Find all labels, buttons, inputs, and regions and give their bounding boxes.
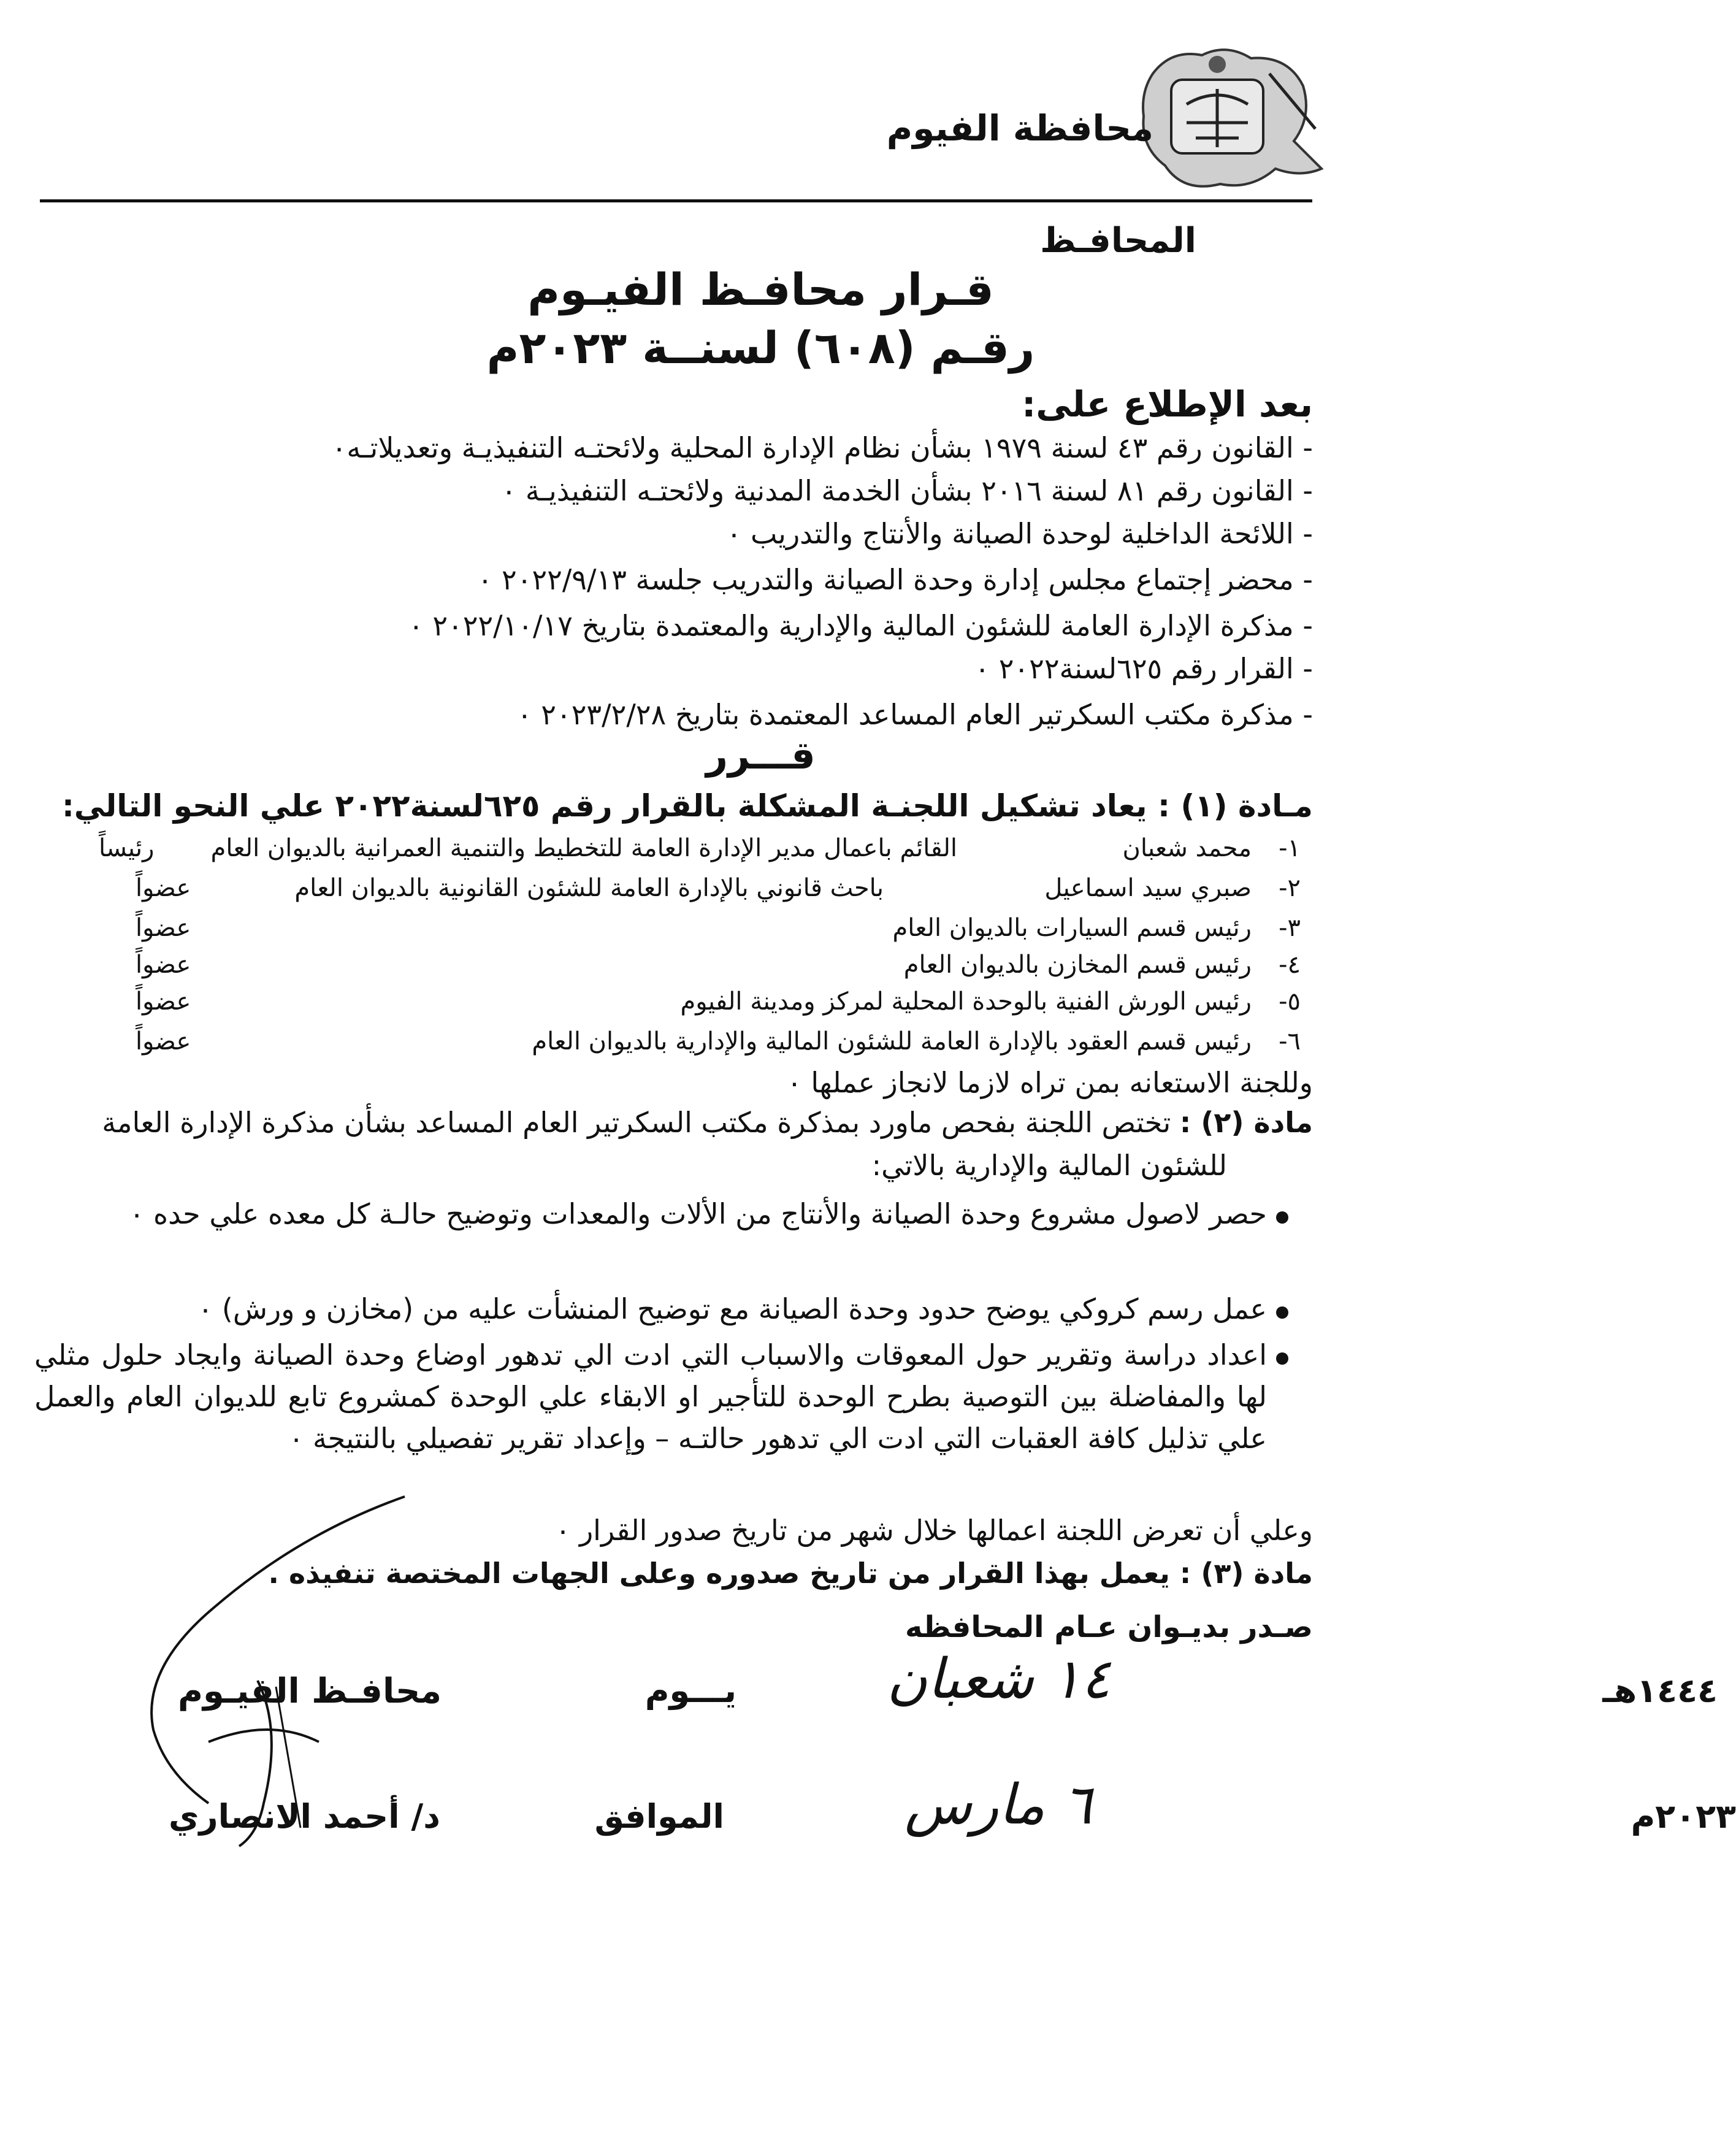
reference-item: - القانون رقم ٨١ لسنة ٢٠١٦ بشأن الخدمة المدنية ولائحتـه التنفيذيـة ٠ — [501, 474, 1313, 507]
reference-item: - القرار رقم ٦٢٥لسنة٢٠٢٢ ٠ — [974, 652, 1313, 685]
reference-item: - مذكرة مكتب السكرتير العام المساعد المعتمدة بتاريخ ٢٠٢٣/٢/٢٨ ٠ — [516, 698, 1313, 731]
committee-member — [99, 984, 1301, 1019]
article-2-text-cont: للشئون المالية والإدارية بالاتي: — [871, 1149, 1227, 1182]
reference-item: - اللائحة الداخلية لوحدة الصيانة والأنتاج والتدريب ٠ — [726, 517, 1313, 550]
signatory-name: د/ أحمد الانصاري — [169, 1797, 440, 1836]
task-item: عمل رسم كروكي يوضح حدود وحدة الصيانة مع توضيح المنشأت عليه من (مخازن و ورش) ٠ — [197, 1292, 1267, 1325]
article-3-text: مادة (٣) : يعمل بهذا القرار من تاريخ صدوره وعلى الجهات المختصة تنفيذه . — [268, 1557, 1313, 1590]
gregorian-handwritten-date: ٦ مارس — [904, 1773, 1092, 1837]
member-number: ٥- — [1279, 987, 1301, 1016]
member-title: القائم باعمال مدير الإدارة العامة للتخطيط والتنمية العمرانية بالديوان العام — [210, 834, 957, 862]
office-label: المحافـظ — [1040, 221, 1196, 261]
reference-item: - محضر إجتماع مجلس إدارة وحدة الصيانة والتدريب جلسة ٢٠٢٢/٩/١٣ ٠ — [477, 563, 1313, 596]
reference-item: - القانون رقم ٤٣ لسنة ١٩٧٩ بشأن نظام الإدارة المحلية ولائحتـه التنفيذيـة وتعديلاتـه٠ — [331, 431, 1313, 464]
gregorian-label: الموافق — [594, 1797, 724, 1836]
task-item: اعداد دراسة وتقرير حول المعوقات والاسباب التي ادت الي تدهور اوضاع وحدة الصيانة وايجاد حلول مثلي لها والمفاضلة بين التوصية بطرح الوحدة للتأجير او الابقاء علي الوحدة كمشروع تابع للديوان العام والعمل علي تذليل كافة العقبات التي ادت الي تدهور حالتـه – وإعداد تقرير تفصيلي بالنتيجة ٠ — [34, 1338, 1267, 1455]
member-name: صبري سيد اسماعيل — [1044, 874, 1252, 902]
member-number: ٤- — [1279, 951, 1301, 979]
member-role: عضواً — [136, 1027, 191, 1056]
handwritten-signature-icon — [117, 1484, 423, 1852]
preamble-heading: بعد الإطلاع على: — [1022, 383, 1313, 425]
gregorian-year: ٢٠٢٣م — [1631, 1797, 1736, 1836]
hijri-year: ١٤٤٤هـ — [1602, 1671, 1718, 1710]
member-name: رئيس قسم السيارات بالديوان العام — [892, 914, 1252, 942]
decision-word: قـــرر — [706, 733, 816, 778]
committee-member — [99, 911, 1301, 945]
member-role: رئيساً — [99, 834, 155, 862]
member-role: عضواً — [136, 874, 191, 902]
signatory-title: محافـظ الفيـوم — [178, 1671, 442, 1711]
article-1-heading: مـادة (١) : يعاد تشكيل اللجنـة المشكلة بالقرار رقم ٦٢٥لسنة٢٠٢٢ علي النحو التالي: — [61, 788, 1313, 824]
bullet-icon — [1276, 1352, 1288, 1365]
article-2-intro — [37, 1104, 1313, 1141]
member-name: محمد شعبان — [1122, 834, 1252, 862]
issued-at: صـدر بديـوان عـام المحافظه — [905, 1610, 1313, 1644]
member-name: رئيس قسم العقود بالإدارة العامة للشئون المالية والإدارية بالديوان العام — [532, 1027, 1252, 1056]
decree-title: قـرار محافـظ الفيـوم — [527, 264, 994, 315]
member-role: عضواً — [136, 951, 191, 979]
member-number: ٣- — [1279, 914, 1301, 942]
member-name: رئيس الورش الفنية بالوحدة المحلية لمركز ومدينة الفيوم — [680, 987, 1252, 1016]
member-role: عضواً — [136, 914, 191, 942]
authority-name: محافظة الفيوم — [886, 107, 1153, 149]
committee-note: وللجنة الاستعانه بمن تراه لازما لانجاز عملها ٠ — [787, 1066, 1313, 1099]
committee-member — [99, 948, 1301, 982]
reference-item: - مذكرة الإدارة العامة للشئون المالية والإدارية والمعتمدة بتاريخ ٢٠٢٢/١٠/١٧ ٠ — [408, 609, 1313, 642]
committee-member — [99, 1024, 1301, 1059]
member-role: عضواً — [136, 987, 191, 1016]
member-title: باحث قانوني بالإدارة العامة للشئون القانونية بالديوان العام — [294, 874, 884, 902]
governorate-emblem-icon — [1128, 37, 1331, 202]
article-2-label: مادة (٢) : — [1179, 1106, 1313, 1139]
article-2-text: تختص اللجنة بفحص ماورد بمذكرة مكتب السكرتير العام المساعد بشأن مذكرة الإدارة العامة — [102, 1106, 1171, 1139]
article-2-closing: وعلي أن تعرض اللجنة اعمالها خلال شهر من تاريخ صدور القرار ٠ — [555, 1514, 1313, 1547]
task-item: حصر لاصول مشروع وحدة الصيانة والأنتاج من الألات والمعدات وتوضيح حالـة كل معده علي حده ٠ — [129, 1197, 1267, 1230]
committee-member — [99, 831, 1301, 865]
hijri-day-label: يـــوم — [644, 1671, 736, 1710]
committee-member — [99, 871, 1301, 905]
bullet-icon — [1276, 1211, 1288, 1224]
member-number: ١- — [1279, 834, 1301, 862]
member-number: ٦- — [1279, 1027, 1301, 1056]
hijri-handwritten-date: ١٤ شعبان — [887, 1647, 1111, 1711]
member-name: رئيس قسم المخازن بالديوان العام — [903, 951, 1252, 979]
bullet-icon — [1276, 1306, 1288, 1319]
member-number: ٢- — [1279, 874, 1301, 902]
header-divider — [40, 199, 1312, 202]
decree-number: رقـم (٦٠٨) لسنــة ٢٠٢٣م — [486, 322, 1035, 374]
